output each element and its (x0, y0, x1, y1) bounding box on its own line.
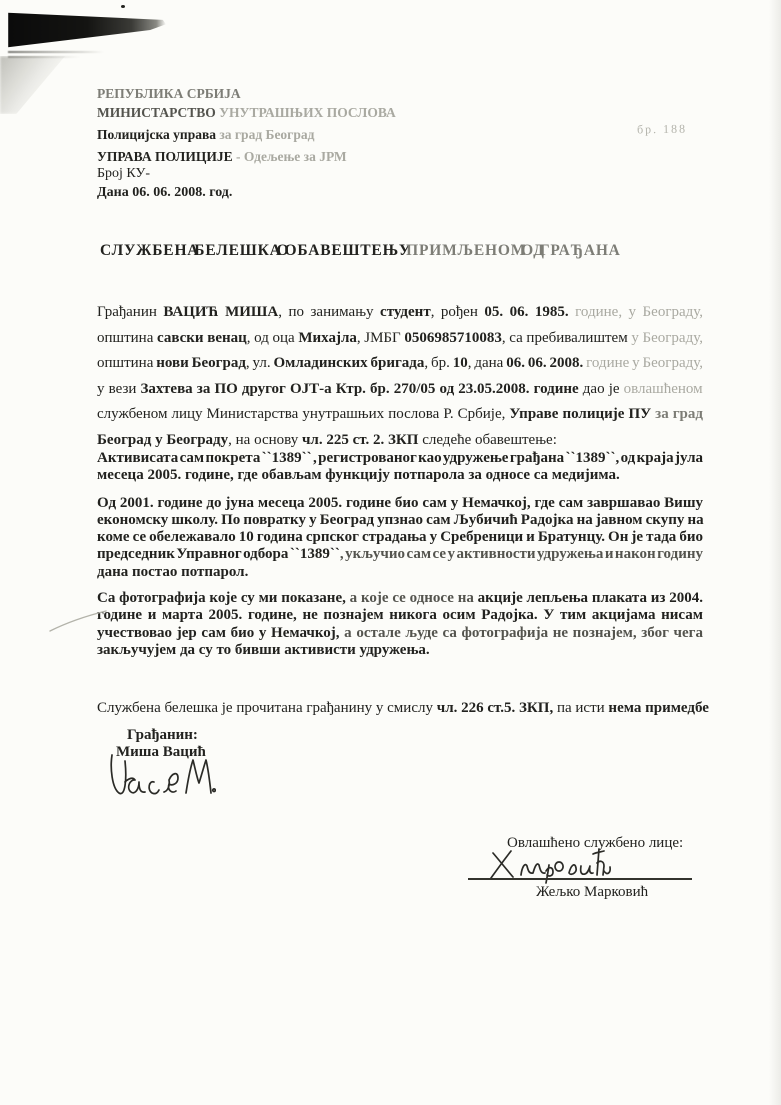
text-segment: службеном лицу Министарства унутрашњих послова Р. Србије, (97, 406, 510, 422)
letterhead-line (97, 86, 396, 102)
text-segment: РЕПУБЛИКА СРБИЈА (97, 86, 241, 101)
text-segment: чл. 225 ст. 2. ЗКП (301, 431, 419, 448)
text-segment: економску школу. По повратку у Београд упзнао сам Љубичић Радојка на јавном скупу на (97, 511, 704, 528)
text-segment: коме се обележавало 10 година српског страдања у Сребреници и Братунцу. Он је тада био (97, 529, 703, 546)
text-segment: у Београду, (631, 329, 703, 346)
text-segment: Омладинских бригада (273, 355, 425, 371)
text-segment: учествовао јер сам био у Немачкој, (97, 624, 345, 641)
text-segment: нови Београд (156, 355, 246, 371)
scan-edge-shadow (769, 0, 781, 1105)
scan-artifact-streak (8, 51, 104, 53)
text-line (97, 546, 703, 563)
text-line (97, 326, 703, 352)
paragraph (97, 495, 703, 581)
paragraph (97, 450, 703, 485)
text-segment: следеће обавештење: (418, 431, 557, 448)
text-segment: Полицијска управа (97, 127, 220, 142)
text-segment: МИНИСТАРСТВО (97, 105, 220, 120)
text-segment: а остале људе са фотографија не познајем, због чега (344, 624, 703, 641)
text-segment: Број КУ- (97, 166, 151, 181)
paragraph (97, 300, 703, 453)
text-segment: Захтева за ПО другог ОЈТ-а Ктр. бр. 270/05 од 23.05.2008. године (140, 380, 579, 397)
text-segment: Од 2001. године до јуна месеца 2005. године био сам у Немачкој, где сам завршавао Вишу (97, 494, 703, 511)
text-segment: дана постао потпарол. (97, 563, 249, 580)
text-segment: Са фотографија које су ми показане, (97, 590, 350, 607)
text-segment: - Одељење за ЈРМ (235, 149, 347, 164)
letterhead-line (97, 127, 396, 143)
text-segment: 05. 06. 1985. (484, 304, 569, 320)
text-line (97, 625, 703, 642)
text-segment: за град Београд (219, 127, 315, 142)
text-segment: општина (97, 355, 157, 371)
authorized-officer-name: Жељко Марковић (536, 884, 649, 900)
document-body (97, 300, 703, 659)
text-segment: савски венац (157, 329, 247, 346)
citizen-handwritten-signature (106, 752, 216, 802)
text-segment: , укључио сам се у активности удружења и након годину (339, 546, 703, 563)
text-segment: , на основу (228, 431, 302, 448)
text-segment: нема примедбе (608, 700, 709, 716)
text-segment: СЛУЖБЕНА БЕЛЕШКА О ОБАВЕШТЕЊУ (100, 242, 407, 259)
text-segment: УНУТРАШЊИХ ПОСЛОВА (219, 105, 396, 120)
text-segment: закључујем да су то бивши активисти удружења. (97, 641, 430, 658)
text-segment: у вези (97, 380, 141, 397)
text-segment: године и марта 2005. године, не познајем никога осим Радојка. У тим акцијама нисам (97, 607, 703, 624)
text-segment: дао је (578, 380, 624, 397)
text-segment: ПРИМЉЕНОМ ОД ГРАЂАНА (406, 242, 621, 259)
text-segment: чл. 226 ст.5. ЗКП, (436, 700, 554, 716)
text-segment: општина (97, 329, 157, 346)
text-line (97, 529, 703, 546)
text-segment: 0506985710083 (404, 329, 502, 346)
text-line (97, 607, 703, 624)
text-line (97, 300, 703, 326)
letterhead-line (97, 185, 396, 201)
text-line (97, 402, 703, 428)
stamped-ref-number: бр. 188 (636, 121, 688, 137)
text-segment: године, у Београду, (568, 304, 704, 320)
text-segment: , ул. (245, 355, 274, 371)
signature-line (468, 878, 692, 880)
text-line (97, 564, 703, 581)
stray-pen-mark (48, 604, 108, 634)
text-segment: за град (655, 406, 703, 422)
text-segment: Дана 06. 06. 2008. год. (97, 185, 233, 200)
letterhead (97, 86, 396, 201)
text-segment: , бр. (424, 355, 453, 371)
closing-statement (97, 700, 757, 717)
text-line (97, 450, 703, 467)
text-segment: акције лепљења плаката из 2004. (477, 590, 703, 607)
text-segment: , дана (467, 355, 507, 371)
letterhead-line (97, 166, 396, 182)
text-segment: а које се односе на (349, 590, 478, 607)
text-line (97, 495, 703, 512)
text-segment: , од оца (246, 329, 299, 346)
text-segment: УПРАВА ПОЛИЦИЈЕ (97, 149, 236, 164)
text-line (97, 467, 703, 484)
document-title (100, 242, 660, 260)
text-line (97, 512, 703, 529)
citizen-name: Миша Вацић (116, 744, 206, 760)
text-line (97, 351, 703, 377)
citizen-label: Грађанин: (127, 727, 198, 743)
scan-artifact-corner-shadow (0, 56, 74, 114)
text-segment: месеца 2005. године, где обављам функцију потпарола за односе са медијима. (97, 467, 620, 484)
text-segment: Михајла (298, 329, 357, 346)
text-line (97, 642, 703, 659)
scan-artifact-dot (121, 5, 125, 8)
text-segment: председник Управног одбора ``1389`` (97, 546, 340, 563)
letterhead-line (97, 149, 396, 165)
text-segment: Београд у Београду (97, 431, 229, 448)
text-segment: 10 (452, 355, 468, 371)
letterhead-line (97, 105, 396, 121)
text-segment: овлашћеном (623, 380, 703, 397)
text-segment: Активисата сам покрета ``1389`` , регистрованог као удружење грађана ``1389``, од краја јула (97, 450, 703, 466)
text-segment: , по занимању (278, 304, 381, 320)
text-line (97, 590, 703, 607)
text-segment: Грађанин (97, 304, 164, 320)
text-segment: Службена белешка је прочитана грађанину у смислу (97, 700, 437, 716)
text-segment: , са пребивалиштем (501, 329, 632, 346)
text-segment: па исти (553, 700, 609, 716)
authorized-officer-label: Овлашћено службено лице: (507, 835, 684, 851)
text-segment: године у Београду, (583, 355, 703, 371)
text-segment: , ЈМБГ (356, 329, 405, 346)
text-segment: Управе полиције ПУ (509, 406, 656, 422)
text-segment: 06. 06. 2008. (506, 355, 584, 371)
text-line (97, 377, 703, 403)
text-segment: ВАЦИЋ МИША (163, 304, 279, 320)
text-segment: студент (380, 304, 431, 320)
text-segment: , рођен (430, 304, 485, 320)
paragraph (97, 590, 703, 659)
scan-artifact-wedge (8, 12, 166, 48)
